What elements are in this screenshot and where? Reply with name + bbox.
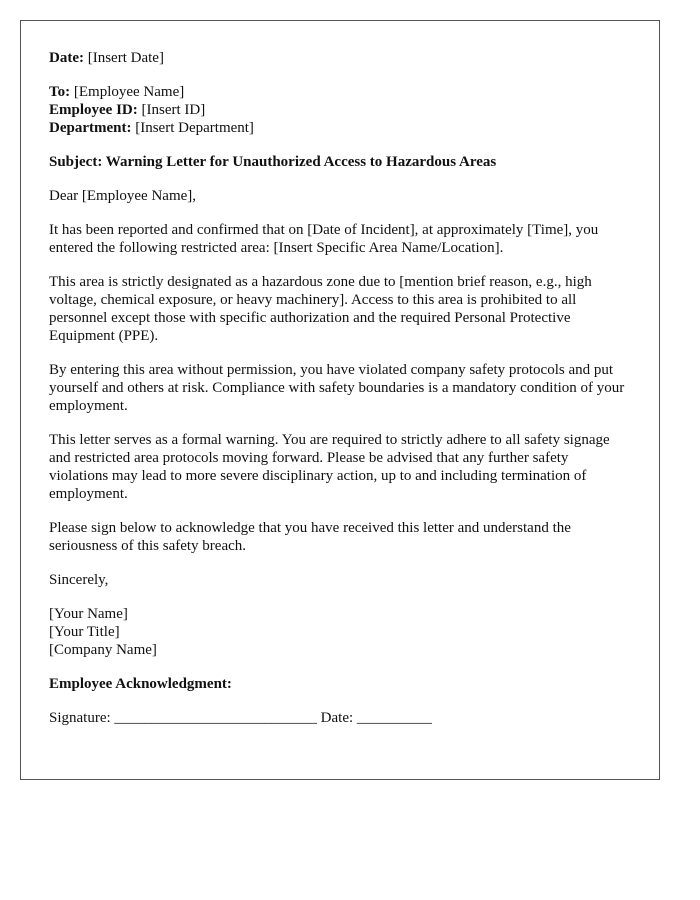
to-value: [Employee Name] xyxy=(73,84,185,100)
employee-id-label: Employee ID: xyxy=(49,102,138,118)
department-value: [Insert Department] xyxy=(135,120,254,136)
sender-block xyxy=(49,605,631,659)
sender-company: [Company Name] xyxy=(49,642,157,658)
department-label: Department: xyxy=(49,120,132,136)
paragraph-warning: This letter serves as a formal warning. You are required to strictly adhere to all safety signage and restricted area protocols moving forward. Please be advised that any further safety violations may lead to more severe disciplinary action, up to and including termination of employment. xyxy=(49,432,610,502)
to-label: To: xyxy=(49,84,71,100)
department-line xyxy=(49,119,631,137)
subject-line: Subject: Warning Letter for Unauthorized Access to Hazardous Areas xyxy=(49,154,497,170)
to-line xyxy=(49,83,631,101)
salutation: Dear [Employee Name], xyxy=(49,188,197,204)
signature-date-line: Signature: ___________________________ Date: __________ xyxy=(49,710,432,726)
date-value: [Insert Date] xyxy=(87,50,164,66)
employee-id-value: [Insert ID] xyxy=(141,102,206,118)
sender-title: [Your Title] xyxy=(49,624,120,640)
recipient-block xyxy=(49,83,631,137)
date-label: Date: xyxy=(49,50,84,66)
employee-id-line xyxy=(49,101,631,119)
acknowledgment-heading: Employee Acknowledgment: xyxy=(49,676,232,692)
letter-document xyxy=(20,20,660,780)
date-block xyxy=(49,49,631,67)
paragraph-incident: It has been reported and confirmed that on [Date of Incident], at approximately [Time], you entered the following restricted area: [Insert Specific Area Name/Location]. xyxy=(49,222,599,256)
closing: Sincerely, xyxy=(49,572,109,588)
paragraph-acknowledge-request: Please sign below to acknowledge that you have received this letter and understand the seriousness of this safety breach. xyxy=(49,520,571,554)
date-line xyxy=(49,49,631,67)
paragraph-hazard-zone: This area is strictly designated as a hazardous zone due to [mention brief reason, e.g., high voltage, chemical exposure, or heavy machinery]. Access to this area is prohibited to all personnel except those with specific authorization and the required Personal Protective Equipment (PPE). xyxy=(49,274,592,344)
paragraph-violation: By entering this area without permission, you have violated company safety protocols and put yourself and others at risk. Compliance with safety boundaries is a mandatory condition of your employment. xyxy=(49,362,625,414)
sender-name: [Your Name] xyxy=(49,606,128,622)
